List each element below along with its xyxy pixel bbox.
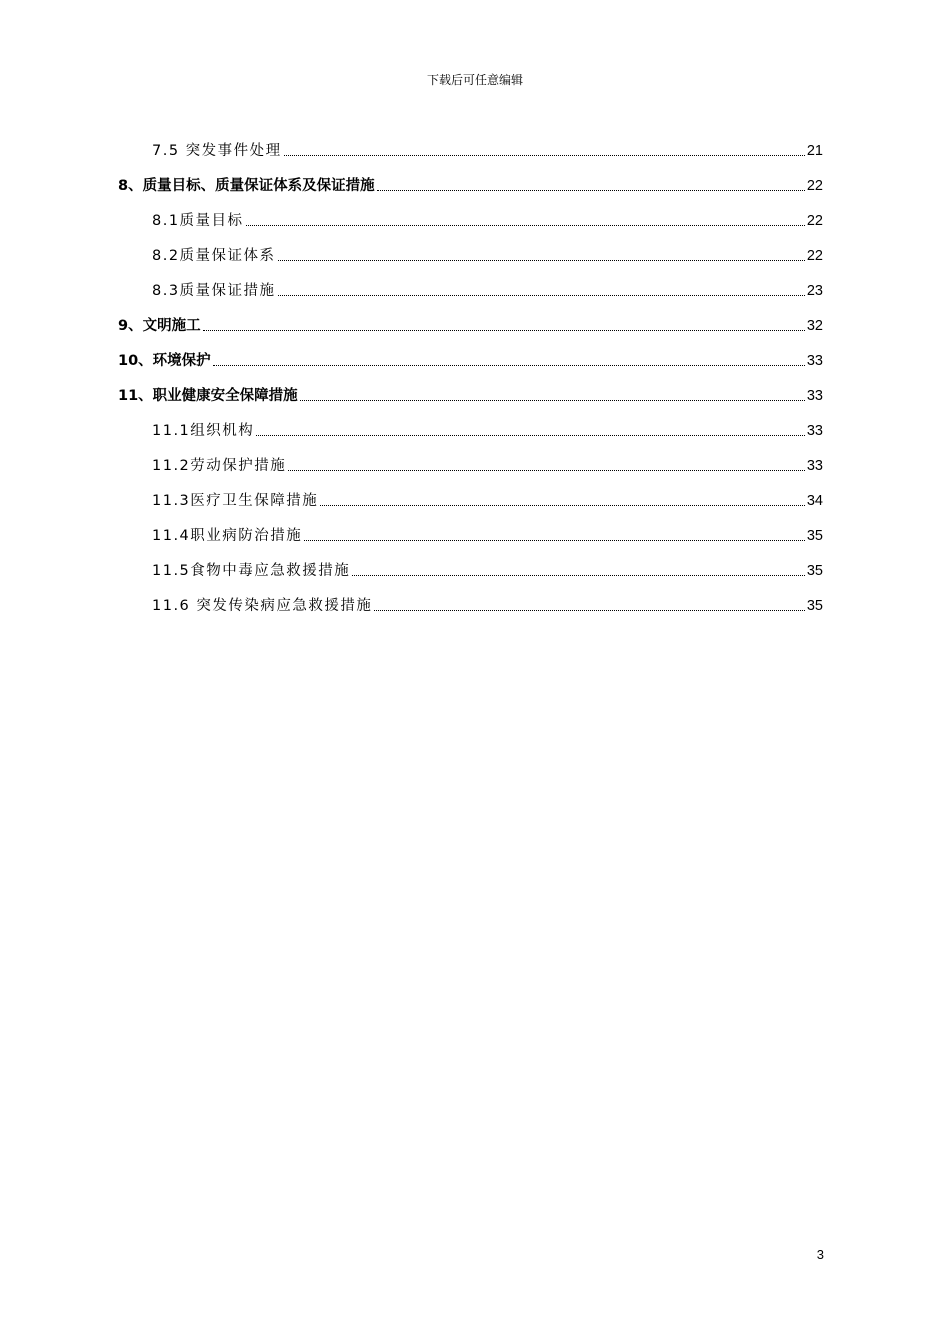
toc-dot-leader [288,469,805,471]
toc-entry-label: 7.5 突发事件处理 [152,143,282,159]
toc-entry-page: 22 [806,248,823,264]
toc-entry-11-3[interactable] [118,476,823,511]
toc-dot-leader [320,504,805,506]
toc-entry-page: 33 [806,388,823,404]
toc-entry-label: 8.1质量目标 [152,213,244,229]
table-of-contents [118,126,823,616]
page-header: 下载后可任意编辑 [426,73,523,87]
toc-entry-page: 33 [806,423,823,439]
toc-entry-label: 11.3医疗卫生保障措施 [152,493,319,509]
toc-entry-11-6[interactable] [118,581,823,616]
toc-entry-label: 8.2质量保证体系 [152,248,276,264]
toc-dot-leader [278,294,805,296]
toc-entry-8-3[interactable] [118,266,823,301]
toc-entry-label: 8.3质量保证措施 [152,283,276,299]
toc-entry-label: 11.5食物中毒应急救援措施 [152,563,351,579]
toc-dot-leader [284,154,805,156]
toc-dot-leader [246,224,805,226]
toc-entry-page: 33 [806,353,823,369]
toc-entry-7-5[interactable] [118,126,823,161]
toc-dot-leader [304,539,805,541]
toc-entry-page: 32 [806,318,823,334]
page-number: 3 [816,1247,824,1262]
toc-dot-leader [374,609,804,611]
toc-entry-page: 22 [806,213,823,229]
toc-entry-label: 10、环境保护 [118,353,211,369]
toc-dot-leader [213,364,805,366]
toc-entry-label: 11.4职业病防治措施 [152,528,303,544]
toc-entry-page: 35 [806,598,823,614]
toc-entry-11-5[interactable] [118,546,823,581]
toc-entry-label: 11.6 突发传染病应急救援措施 [152,598,373,614]
toc-dot-leader [203,329,805,331]
toc-entry-label: 11、职业健康安全保障措施 [118,388,298,404]
toc-entry-page: 33 [806,458,823,474]
toc-entry-label: 11.2劳动保护措施 [152,458,287,474]
toc-entry-page: 23 [806,283,823,299]
toc-entry-label: 9、文明施工 [118,318,201,334]
toc-entry-8[interactable] [118,161,823,196]
toc-entry-page: 35 [806,563,823,579]
toc-dot-leader [300,399,805,401]
toc-entry-page: 22 [806,178,823,194]
toc-entry-11[interactable] [118,371,823,406]
toc-entry-11-1[interactable] [118,406,823,441]
toc-entry-8-1[interactable] [118,196,823,231]
toc-entry-page: 21 [806,143,823,159]
toc-entry-11-4[interactable] [118,511,823,546]
toc-dot-leader [278,259,805,261]
toc-entry-8-2[interactable] [118,231,823,266]
toc-entry-page: 35 [806,528,823,544]
toc-dot-leader [256,434,805,436]
toc-entry-9[interactable] [118,301,823,336]
toc-entry-label: 8、质量目标、质量保证体系及保证措施 [118,178,375,194]
toc-dot-leader [352,574,805,576]
toc-entry-11-2[interactable] [118,441,823,476]
toc-entry-page: 34 [806,493,823,509]
toc-entry-label: 11.1组织机构 [152,423,255,439]
toc-dot-leader [377,189,805,191]
toc-entry-10[interactable] [118,336,823,371]
